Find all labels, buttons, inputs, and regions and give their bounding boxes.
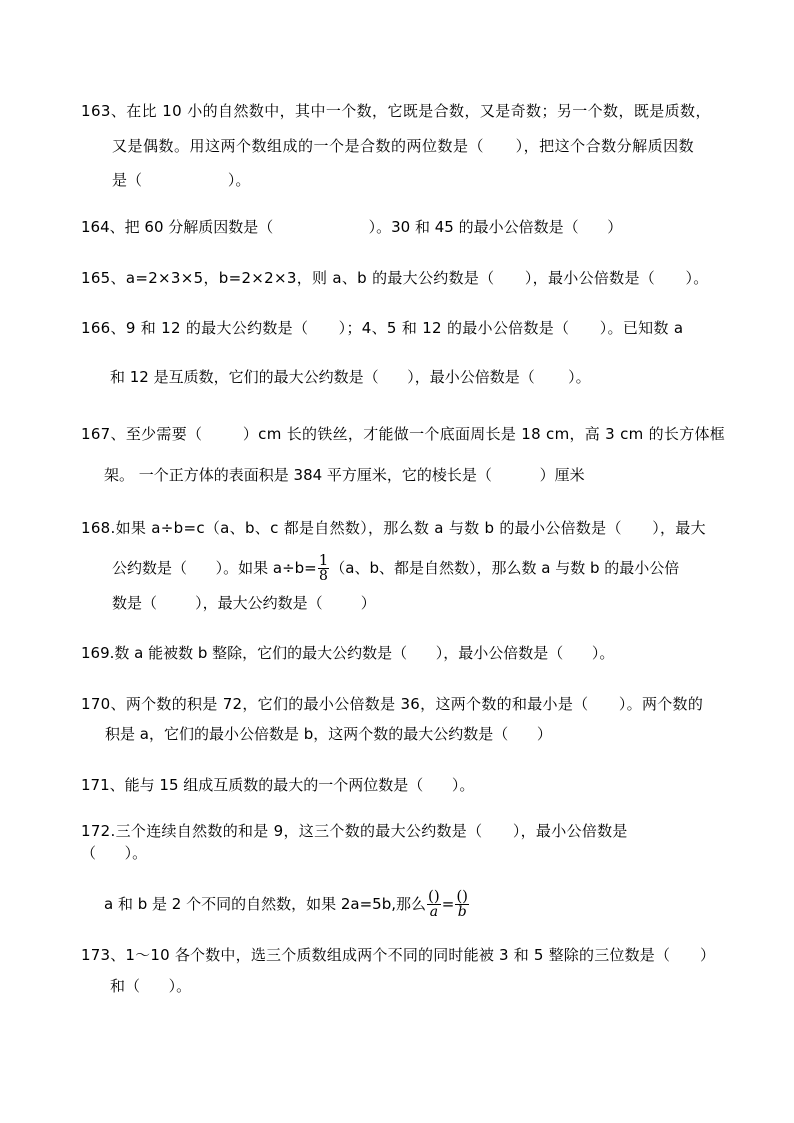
- question-173-line-2: 和（ ）。: [110, 977, 192, 995]
- question-172-line-2: （ ）。: [81, 844, 148, 862]
- fraction-numerator: (): [428, 887, 440, 905]
- fraction-denominator: b: [455, 904, 469, 920]
- question-163-line-1: 163、在比 10 小的自然数中，其中一个数，它既是合数，又是奇数；另一个数，既是质数，: [81, 102, 711, 120]
- fraction-one-eighth: [318, 553, 330, 584]
- question-168-line-2-end: （a、b、都是自然数），那么数 a 与数 b 的最小公倍: [330, 559, 680, 577]
- fraction-denominator: a: [427, 904, 441, 920]
- fraction-blank-over-a: [427, 889, 441, 920]
- extra-question-text: a 和 b 是 2 个不同的自然数，如果 2a=5b,那么: [104, 895, 427, 913]
- fraction-blank-over-b: [455, 889, 469, 920]
- question-164-line-1: 164、把 60 分解质因数是（ ）。30 和 45 的最小公倍数是（ ）: [81, 218, 623, 236]
- question-166-line-2: 和 12 是互质数，它们的最大公约数是（ ），最小公倍数是（ ）。: [110, 368, 591, 386]
- question-168-line-2: [112, 553, 679, 584]
- question-165-line-1: 165、a=2×3×5，b=2×2×3，则 a、b 的最大公约数是（ ），最小公倍数是（ ）。: [81, 269, 709, 287]
- question-171-line-1: 171、能与 15 组成互质数的最大的一个两位数是（ ）。: [81, 776, 475, 794]
- question-163-line-2: 又是偶数。用这两个数组成的一个是合数的两位数是（ ），把这个合数分解质因数: [112, 137, 695, 155]
- question-163-line-3: 是（ ）。: [112, 171, 251, 189]
- question-172-line-1: 172.三个连续自然数的和是 9，这三个数的最大公约数是（ ），最小公倍数是: [81, 822, 628, 840]
- question-166-line-1: 166、9 和 12 的最大公约数是（ ）；4、5 和 12 的最小公倍数是（ ）。已知数 a: [81, 319, 684, 337]
- fraction-denominator: 8: [319, 568, 328, 584]
- question-170-line-2: 积是 a，它们的最小公倍数是 b，这两个数的最大公约数是（ ）: [105, 725, 552, 743]
- question-173-line-1: 173、1～10 各个数中，选三个质数组成两个不同的同时能被 3 和 5 整除的三位数是（ ）: [81, 946, 716, 964]
- question-169-line-1: 169.数 a 能被数 b 整除，它们的最大公约数是（ ），最小公倍数是（ ）。: [81, 644, 615, 662]
- question-167-line-2: 架。 一个正方体的表面积是 384 平方厘米，它的棱长是（ ）厘米: [104, 466, 585, 484]
- question-168-line-3: 数是（ ），最大公约数是（ ）: [112, 594, 376, 612]
- fraction-numerator: (): [456, 887, 469, 905]
- equals-sign: =: [441, 895, 455, 913]
- extra-question-line: [104, 889, 470, 920]
- question-168-line-1: 168.如果 a÷b=c（a、b、c 都是自然数），那么数 a 与数 b 的最小公倍数是（ ），最大: [81, 519, 706, 537]
- fraction-numerator: 1: [318, 551, 329, 569]
- question-170-line-1: 170、两个数的积是 72，它们的最小公倍数是 36，这两个数的和最小是（ ）。两个数的: [81, 695, 704, 713]
- question-168-line-2-start: 公约数是（ ）。如果 a÷b=: [112, 559, 317, 577]
- question-167-line-1: 167、至少需要（ ）cm 长的铁丝，才能做一个底面周长是 18 cm，高 3 cm 的长方体框: [81, 425, 726, 443]
